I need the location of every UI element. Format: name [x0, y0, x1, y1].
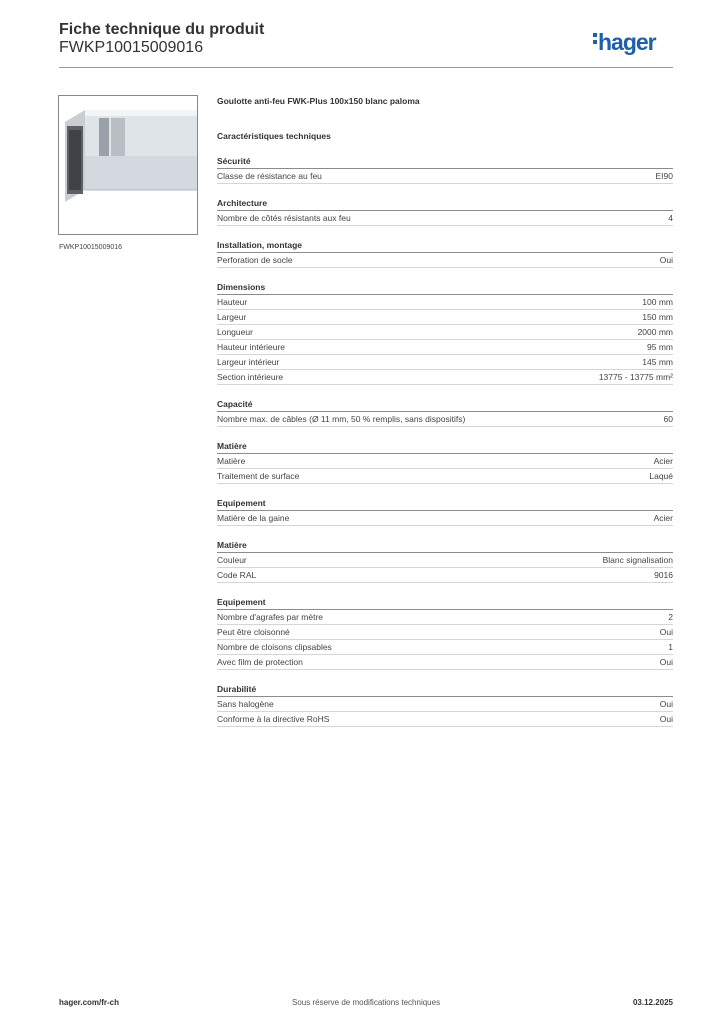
section-title: Durabilité: [217, 683, 673, 697]
spec-section: [217, 497, 673, 526]
product-specs: [217, 95, 673, 727]
spec-row: [217, 412, 673, 427]
spec-label: Matière de la gaine: [217, 513, 290, 523]
spec-label: Conforme à la directive RoHS: [217, 714, 330, 724]
product-name: Goulotte anti-feu FWK-Plus 100x150 blanc paloma: [217, 96, 420, 106]
spec-section: [217, 281, 673, 385]
logo-dots-icon: [593, 30, 597, 47]
section-title: Matière: [217, 539, 673, 553]
spec-row: [217, 610, 673, 625]
spec-row: [217, 511, 673, 526]
spec-value: Blanc signalisation: [602, 555, 673, 565]
spec-label: Peut être cloisonné: [217, 627, 290, 637]
spec-label: Code RAL: [217, 570, 257, 580]
footer-website: hager.com/fr-ch: [59, 998, 120, 1007]
section-title: Dimensions: [217, 281, 673, 295]
spec-value: 2000 mm: [637, 327, 673, 337]
spec-row: [217, 454, 673, 469]
spec-value: 100 mm: [642, 297, 673, 307]
spec-row: [217, 697, 673, 712]
section-title: Equipement: [217, 596, 673, 610]
spec-section: [217, 683, 673, 727]
spec-label: Classe de résistance au feu: [217, 171, 322, 181]
spec-label: Largeur intérieur: [217, 357, 280, 367]
spec-value: Oui: [659, 627, 673, 637]
spec-row: [217, 469, 673, 484]
spec-label: Couleur: [217, 555, 247, 565]
spec-row: [217, 568, 673, 583]
spec-value: Oui: [659, 714, 673, 724]
spec-section: [217, 440, 673, 484]
section-title: Sécurité: [217, 155, 673, 169]
spec-row: [217, 310, 673, 325]
spec-value: 150 mm: [642, 312, 673, 322]
hager-logo: [593, 28, 656, 56]
spec-value: 145 mm: [642, 357, 673, 367]
spec-label: Largeur: [217, 312, 247, 322]
spec-label: Traitement de surface: [217, 471, 300, 481]
spec-section: [217, 596, 673, 670]
spec-value: 60: [663, 414, 673, 424]
spec-row: [217, 625, 673, 640]
spec-value: 95 mm: [647, 342, 673, 352]
section-title: Installation, montage: [217, 239, 673, 253]
spec-label: Hauteur intérieure: [217, 342, 286, 352]
spec-row: [217, 655, 673, 670]
spec-row: [217, 169, 673, 184]
specs-heading: Caractéristiques techniques: [217, 131, 331, 141]
spec-row: [217, 370, 673, 385]
section-title: Equipement: [217, 497, 673, 511]
spec-label: Nombre d'agrafes par mètre: [217, 612, 324, 622]
spec-row: [217, 340, 673, 355]
spec-section: [217, 398, 673, 427]
cable-duct-icon: [59, 96, 197, 234]
spec-section: [217, 239, 673, 268]
page-title: Fiche technique du produit: [59, 21, 265, 38]
spec-row: [217, 325, 673, 340]
spec-value: 2: [668, 612, 673, 622]
spec-value: Acier: [653, 513, 673, 523]
spec-label: Matière: [217, 456, 246, 466]
spec-value: 4: [668, 213, 673, 223]
spec-label: Longueur: [217, 327, 253, 337]
spec-row: [217, 640, 673, 655]
spec-section: [217, 197, 673, 226]
spec-section: [217, 155, 673, 184]
spec-row: [217, 253, 673, 268]
spec-value: Oui: [659, 657, 673, 667]
logo-text: hager: [598, 29, 656, 55]
spec-label: Hauteur: [217, 297, 248, 307]
spec-value: Laqué: [649, 471, 673, 481]
header-divider: [59, 67, 673, 68]
spec-value: 13775 - 13775 mm²: [598, 372, 673, 382]
spec-label: Perforation de socle: [217, 255, 293, 265]
spec-section: [217, 539, 673, 583]
footer-notice: Sous réserve de modifications techniques: [292, 998, 441, 1007]
spec-value: EI90: [655, 171, 673, 181]
section-title: Architecture: [217, 197, 673, 211]
spec-row: [217, 355, 673, 370]
spec-label: Section intérieure: [217, 372, 284, 382]
spec-sections: [217, 155, 673, 727]
spec-value: Oui: [659, 699, 673, 709]
image-caption: FWKP10015009016: [59, 244, 123, 251]
section-title: Capacité: [217, 398, 673, 412]
spec-value: Acier: [653, 456, 673, 466]
spec-label: Nombre de cloisons clipsables: [217, 642, 332, 652]
spec-value: 9016: [654, 570, 673, 580]
spec-label: Sans halogène: [217, 699, 274, 709]
spec-row: [217, 211, 673, 226]
spec-label: Avec film de protection: [217, 657, 303, 667]
spec-row: [217, 712, 673, 727]
section-title: Matière: [217, 440, 673, 454]
spec-value: Oui: [659, 255, 673, 265]
product-code: FWKP10015009016: [59, 39, 204, 56]
spec-label: Nombre de côtés résistants aux feu: [217, 213, 351, 223]
spec-label: Nombre max. de câbles (Ø 11 mm, 50 % remplis, sans dispositifs): [217, 414, 466, 424]
spec-value: 1: [668, 642, 673, 652]
spec-row: [217, 295, 673, 310]
spec-row: [217, 553, 673, 568]
footer-date: 03.12.2025: [632, 998, 673, 1007]
product-image: [58, 95, 198, 235]
